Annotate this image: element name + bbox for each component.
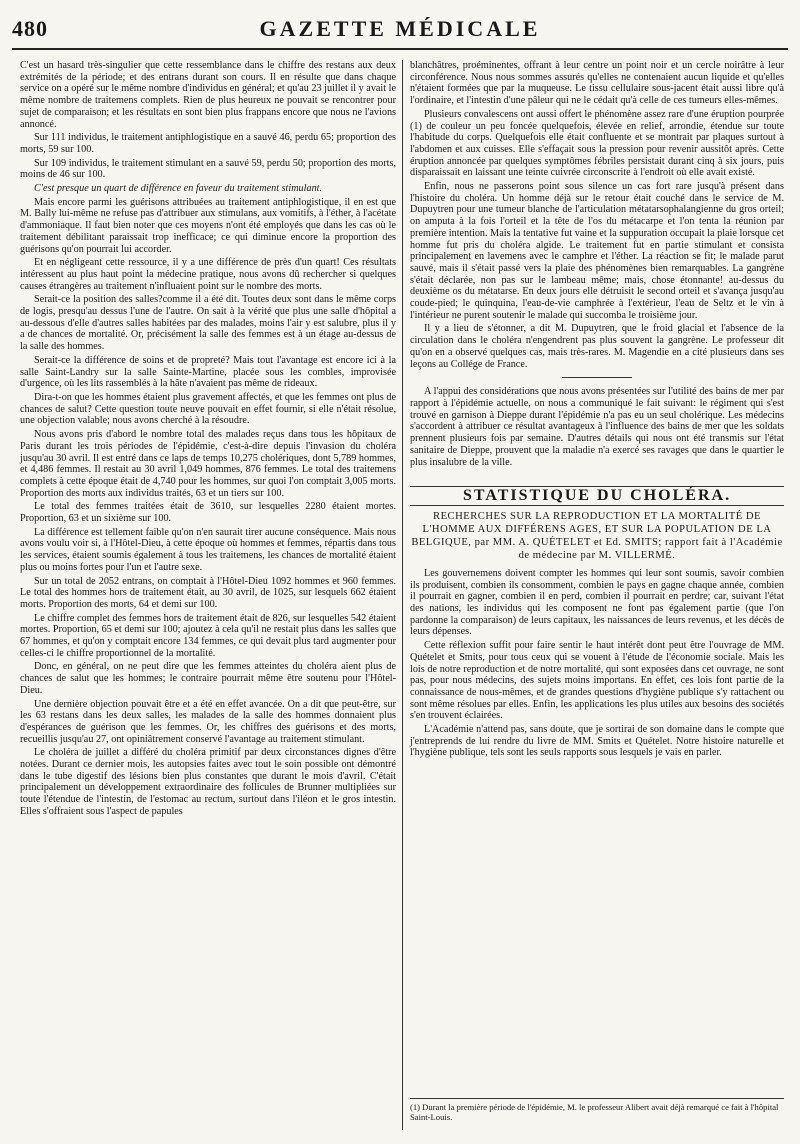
- paragraph: Plusieurs convalescens ont aussi offert le phénomène assez rare d'une éruption pourprée (1) de couleur un peu foncée quelquefois, élevée en relief, arrondie, étendue sur toute l'habitude du corps. Quelquefois elle était confluente et se montrait par plaques surtout à l'abdomen et aux cuisses. Elle s'effaçait sous la pression pour revenir aussitôt après. Cette éruption annoncée par quelques symptômes fébriles persistait durant cinq à six jours, puis disparaissait en laissant une teinte cuivrée circonscrite à l'endroit où elle avait existé.: [410, 108, 784, 179]
- paragraph: Le chiffre complet des femmes hors de traitement était de 826, sur lesquelles 542 étaient mortes. Proportion, 65 et demi sur 100; ajoutez à cela qu'il ne restait plus dans les salles que 67 hommes, et qu'on y comptait encore 134 femmes, ce qui devait plus tard augmenter pour celles-ci le chiffre proportionnel de la mortalité.: [20, 612, 396, 659]
- journal-title: GAZETTE MÉDICALE: [259, 16, 541, 41]
- paragraph: C'est un hasard très-singulier que cette ressemblance dans le chiffre des restans aux deux extrémités de la période; et des entrans durant son cours. Il en résulte que dans chaque service on a opéré sur le même nombre d'individus en général; et qu'au 23 juillet il y avait le même nombre de traitemens complets. Rien de plus heureux ne pouvait se rencontrer pour sujet de comparaison; et les résultats en sont bien plus frappans encore que nous ne l'avions annoncé.: [20, 60, 396, 130]
- paragraph-italic: C'est presque un quart de différence en faveur du traitement stimulant.: [34, 183, 323, 195]
- page-number: 480: [12, 16, 48, 41]
- paragraph: Sur 111 individus, le traitement antiphlogistique en a sauvé 46, perdu 65; proportion des morts, 59 sur 100.: [20, 132, 396, 155]
- paragraph: Donc, en général, on ne peut dire que les femmes atteintes du choléra aient plus de chances de salut que les hommes; le contraire pourrait même être soutenu pour l'Hôtel-Dieu.: [20, 661, 396, 696]
- paragraph: Sur 109 individus, le traitement stimulant en a sauvé 59, perdu 50; proportion des morts, moins de 46 sur 100.: [20, 157, 396, 181]
- section-title: STATISTIQUE DU CHOLÉRA.: [410, 486, 784, 506]
- paragraph: Cette réflexion suffit pour faire sentir le haut intérêt dont peut être l'ouvrage de MM. Quételet et Smits, pour tous ceux qui se vouent à l'étude de l'économie sociale. Mais les lois de notre reproduction et de notre mortalité, qui sont exposées dans cet ouvrage, ne sont pas, pour nous médecins, des sujets moins importans. En effet, ces lois font partie de la connaissance de nous-mêmes, et de grandes questions d'hygiène publique s'y rattachent ou sont même résolues par elles. Enfin, les applications les plus utiles aux besoins des sociétés s'en trouvent éclairées.: [410, 640, 784, 722]
- paragraph: L'Académie n'attend pas, sans doute, que je sortirai de son domaine dans le compte que j'entreprends de lui rendre du livre de MM. Smits et Quételet. Notre histoire naturelle et l'hygiène publique, tels sont les seuls rapports sous lesquels je vais en parler.: [410, 724, 784, 759]
- paragraph: Le choléra de juillet a différé du choléra primitif par deux circonstances dignes d'être notées. Durant ce dernier mois, les autopsies faites avec tout le soin possible ont démontré dans le tube digestif des lésions bien plus constantes que durant le mois d'avril. C'était principalement un développement extraordinaire des follicules de Brunner multipliées sur toute l'étendue de l'intestin, de l'estomac au rectum, surtout dans l'iléon et le gros intestin. Elles s'offraient sous l'aspect de papules: [20, 747, 396, 817]
- right-column: [410, 60, 784, 761]
- paragraph: Serait-ce la différence de soins et de propreté? Mais tout l'avantage est encore ici à la salle Saint-Landry sur la salle Sainte-Martine, placée sous les combles, improvisée d'urgence, où les lits rassemblés à la hâte n'avaient pas même de rideaux.: [20, 354, 396, 390]
- paragraph: Nous avons pris d'abord le nombre total des malades reçus dans tous les hôpitaux de Paris durant les trois périodes de l'épidémie, c'est-à-dire depuis l'invasion du choléra jusqu'au 30 avril. Il est entré dans ce laps de temps 10,275 cholériques, dont 5,789 hommes, et 4,486 femmes. Il restait au 30 avril 1,049 hommes, 876 femmes. Le total des traitemens complets à cette époque était de 4,740 pour les hommes, sur quoi l'on comptait 3,005 morts. Proportion des morts aux individus traités, 63 et un tiers sur 100.: [20, 429, 396, 499]
- paragraph: Mais encore parmi les guérisons attribuées au traitement antiphlogistique, il en est que M. Bally lui-même ne refuse pas d'attribuer aux stimulans, aux vomitifs, à l'éther, à l'acétate d'ammoniaque. Il faut bien noter que ces moyens n'ont été employés que dans les cas où le traitement débilitant paraissait trop inefficace; ce qui diminue encore la proportion des guérisons qu'on pourrait lui accorder.: [20, 196, 396, 255]
- paragraph: Les gouvernemens doivent compter les hommes qui leur sont soumis, savoir combien ils produisent, combien ils consomment, combien le pays en gagne chaque année, combien il pourrait en gagner, combien il en perd, combien il pourrait en perdre; car, suivant l'état des nations, les individus qui les composent ne font pas également partie (que l'on pardonne la comparaison) de leurs capitaux, les naissances de leurs revenus, et les décès de leurs dépenses.: [410, 567, 784, 638]
- paragraph: Le total des femmes traitées était de 3610, sur lesquelles 2280 étaient mortes. Proportion, 63 et un sixième sur 100.: [20, 501, 396, 525]
- paragraph: Une dernière objection pouvait être et a été en effet avancée. On a dit que peut-être, sur les 63 restans dans les deux salles, les malades de la salle des hommes donnaient plus d'espérances de guérison que les femmes. Or, les chiffres des guérisons et des morts, recueillis jusqu'au 27, ont opiniâtrement conservé l'avantage au traitement stimulant.: [20, 698, 396, 745]
- left-column: [20, 60, 396, 820]
- paragraph: La différence est tellement faible qu'on n'en saurait tirer aucune conséquence. Mais nous avons voulu voir si, à l'Hôtel-Dieu, à cette époque où hommes et femmes, répartis dans tous les services, étaient soumis également à tous les traitemens, les chances de mortalité étaient plus ou moins fortes pour l'un et l'autre sexe.: [20, 526, 396, 573]
- paragraph: Sur un total de 2052 entrans, on comptait à l'Hôtel-Dieu 1092 hommes et 960 femmes. Le total des hommes hors de traitement était, au 30 avril, de 1025, sur lesquels 662 étaient morts. Proportion des morts, 64 et demi sur 100.: [20, 575, 396, 610]
- paragraph: A l'appui des considérations que nous avons présentées sur l'utilité des bains de mer par rapport à l'épidémie actuelle, on nous a communiqué le fait suivant: le régiment qui s'est trouvé en garnison à Dieppe durant l'épidémie n'a pas eu un seul cholérique. Les médecins s'accordent à attribuer ce résultat avantageux à l'influence des bains de mer que les soldats prennent plusieurs fois par semaine. D'autres détails qui nous ont été transmis sur l'état sanitaire de Dieppe, prouvent que la maladie n'a exercé ses ravages que dans le quartier le plus insalubre de la ville.: [410, 386, 784, 468]
- column-divider: [402, 60, 403, 1130]
- page-header: [12, 14, 788, 50]
- paragraph: Il y a lieu de s'étonner, a dit M. Dupuytren, que le froid glacial et l'absence de la circulation dans le choléra n'engendrent pas plus souvent la gangrène. Le professeur dit qu'on en a observé quelques cas, mais très-rares. M. Magendie en a cité plusieurs dans ses leçons au Collége de France.: [410, 323, 784, 370]
- separator: [562, 377, 632, 378]
- paragraph: Serait-ce la position des salles?comme il a été dit. Toutes deux sont dans le même corps de logis, presqu'au dessus l'une de l'autre. On sait à la vérité que plus une salle d'hôpital a au-dessous d'elle d'autres salles habitées par des malades, moins l'air y est salubre, plus il y a de chances de mortalité. Or, précisément la salle des femmes est à un étage au-dessus de la salle des hommes.: [20, 294, 396, 353]
- section-subtitle: RECHERCHES SUR LA REPRODUCTION ET LA MORTALITÉ DE L'HOMME AUX DIFFÉRENS AGES, ET SUR LA POPULATION DE LA BELGIQUE, par MM. A. QUÉTELET et Ed. SMITS; rapport fait à l'Académie de médecine par M. VILLERMÉ.: [411, 510, 783, 561]
- paragraph: blanchâtres, proéminentes, offrant à leur centre un point noir et un cercle noirâtre à leur circonférence. Nous nous sommes assurés qu'elles ne contenaient aucun liquide et qu'elles n'étaient formées que par la muqueuse. Le tissu cellulaire sous-jacent était aussi libre qu'à l'ordinaire, et l'intestin d'une pâleur qui ne le cédait qu'à celle de ces tumeurs elles-mêmes.: [410, 60, 784, 107]
- paragraph: Et en négligeant cette ressource, il y a une différence de près d'un quart! Ces résultats intéressent au plus haut point la médecine pratique, nous avons dû rechercher si quelques causes étrangères au traitement n'influaient point sur le nombre des morts.: [20, 257, 396, 292]
- paragraph: Enfin, nous ne passerons point sous silence un cas fort rare jusqu'à présent dans l'histoire du choléra. Un homme déjà sur le retour était couché dans le service de M. Dupuytren pour une tumeur blanche de l'articulation métatarsophalangienne du gros orteil; on amputa à la fois l'orteil et la tête de l'os du métacarpe et l'on tenta la réunion par première intention. Mais la tentative fut vaine et la suppuration occupait la plaie lorsque cet homme fut pris du choléra algide. Le traitement fut en partie stimulant et consista principalement en lavemens avec le camphre et l'éther. La réaction se fit; le malade parut sauvé, mais il s'était passé vers la plaie des phénomènes bien remarquables. La gangrène s'était déclarée, non pas sur le lambeau même; mais, chose étonnante! au-dessus du deuxième os du métatarse. En deux jours elle détruisit le second orteil et s'avança jusqu'au coude-pied; le quinquina, l'eau-de-vie camphrée à l'extérieur, l'eau de Seltz et le vin à l'intérieur ne purent soutenir le malade qui succomba le troisième jour.: [410, 181, 784, 321]
- paragraph: Dira-t-on que les hommes étaient plus gravement affectés, et que les femmes ont plus de chances de salut? Cette question toute neuve pouvait en effet fournir, si elle n'était résolue, une objection valable; nous avons cherché à la résoudre.: [20, 391, 396, 427]
- footnote: (1) Durant la première période de l'épidémie, M. le professeur Alibert avait déjà remarqué ce fait à l'hôpital Saint-Louis.: [410, 1098, 784, 1122]
